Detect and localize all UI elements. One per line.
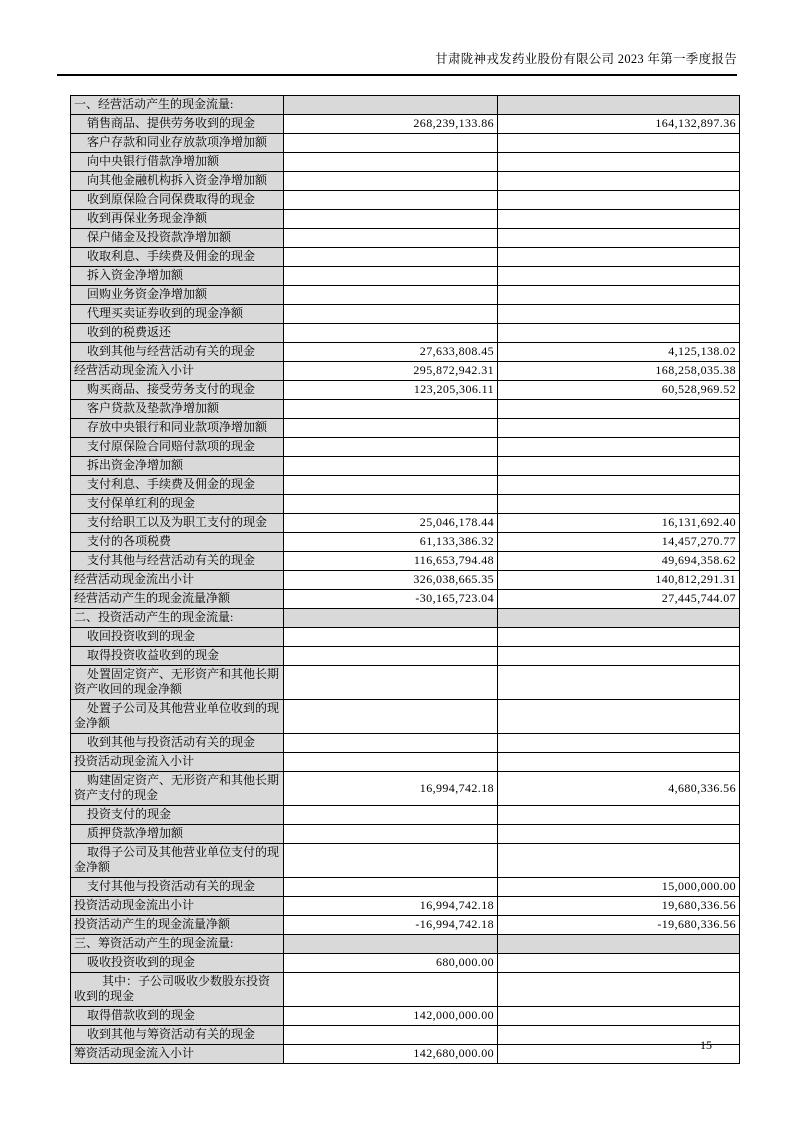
row-label: 经营活动产生的现金流量净额 bbox=[71, 590, 284, 609]
table-row bbox=[71, 878, 740, 897]
amount-col-2 bbox=[498, 286, 740, 305]
row-label: 收到其他与经营活动有关的现金 bbox=[71, 343, 284, 362]
amount-col-2 bbox=[498, 191, 740, 210]
amount-col-1 bbox=[284, 1026, 498, 1045]
amount-col-2: -19,680,336.56 bbox=[498, 916, 740, 935]
table-row bbox=[71, 267, 740, 286]
amount-col-1 bbox=[284, 419, 498, 438]
amount-col-2 bbox=[498, 153, 740, 172]
section-header-row bbox=[71, 609, 740, 628]
row-label: 收取利息、手续费及佣金的现金 bbox=[71, 248, 284, 267]
amount-col-1: 61,133,386.32 bbox=[284, 533, 498, 552]
amount-col-1: 295,872,942.31 bbox=[284, 362, 498, 381]
row-label: 处置固定资产、无形资产和其他长期资产收回的现金净额 bbox=[71, 666, 284, 700]
amount-col-2 bbox=[498, 419, 740, 438]
table-row bbox=[71, 191, 740, 210]
amount-col-1 bbox=[284, 172, 498, 191]
row-label: 支付保单红利的现金 bbox=[71, 495, 284, 514]
amount-col-2 bbox=[498, 134, 740, 153]
amount-col-1: 680,000.00 bbox=[284, 954, 498, 973]
row-label: 筹资活动现金流入小计 bbox=[71, 1045, 284, 1064]
table-row bbox=[71, 248, 740, 267]
row-label: 存放中央银行和同业款项净增加额 bbox=[71, 419, 284, 438]
amount-col-1 bbox=[284, 438, 498, 457]
table-row bbox=[71, 153, 740, 172]
row-label: 支付原保险合同赔付款项的现金 bbox=[71, 438, 284, 457]
amount-col-2 bbox=[498, 324, 740, 343]
row-label: 收回投资收到的现金 bbox=[71, 628, 284, 647]
amount-col-1 bbox=[284, 844, 498, 878]
row-label: 三、筹资活动产生的现金流量: bbox=[71, 935, 284, 954]
row-label: 一、经营活动产生的现金流量: bbox=[71, 96, 284, 115]
table-row bbox=[71, 772, 740, 806]
amount-col-2 bbox=[498, 753, 740, 772]
table-row bbox=[71, 362, 740, 381]
amount-col-2 bbox=[498, 210, 740, 229]
row-label: 拆出资金净增加额 bbox=[71, 457, 284, 476]
amount-col-2 bbox=[498, 825, 740, 844]
row-label: 支付其他与经营活动有关的现金 bbox=[71, 552, 284, 571]
amount-col-2 bbox=[498, 734, 740, 753]
amount-col-1: -16,994,742.18 bbox=[284, 916, 498, 935]
amount-col-2: 4,680,336.56 bbox=[498, 772, 740, 806]
amount-col-2 bbox=[498, 1007, 740, 1026]
table-row bbox=[71, 210, 740, 229]
amount-col-2 bbox=[498, 229, 740, 248]
row-label: 收到再保业务现金净额 bbox=[71, 210, 284, 229]
amount-col-1 bbox=[284, 400, 498, 419]
table-row bbox=[71, 438, 740, 457]
row-label: 支付利息、手续费及佣金的现金 bbox=[71, 476, 284, 495]
row-label: 向中央银行借款净增加额 bbox=[71, 153, 284, 172]
amount-col-2: 27,445,744.07 bbox=[498, 590, 740, 609]
table-row bbox=[71, 954, 740, 973]
row-label: 购建固定资产、无形资产和其他长期资产支付的现金 bbox=[71, 772, 284, 806]
amount-col-1 bbox=[284, 457, 498, 476]
table-row bbox=[71, 916, 740, 935]
table-row bbox=[71, 647, 740, 666]
amount-col-2 bbox=[498, 609, 740, 628]
table-row bbox=[71, 552, 740, 571]
amount-col-2 bbox=[498, 96, 740, 115]
table-row bbox=[71, 514, 740, 533]
row-label: 向其他金融机构拆入资金净增加额 bbox=[71, 172, 284, 191]
row-label: 经营活动现金流入小计 bbox=[71, 362, 284, 381]
amount-col-1 bbox=[284, 248, 498, 267]
amount-col-2 bbox=[498, 628, 740, 647]
table-row bbox=[71, 172, 740, 191]
table-row bbox=[71, 1026, 740, 1045]
amount-col-2 bbox=[498, 954, 740, 973]
amount-col-2: 15,000,000.00 bbox=[498, 878, 740, 897]
amount-col-2 bbox=[498, 172, 740, 191]
amount-col-2: 168,258,035.38 bbox=[498, 362, 740, 381]
amount-col-1 bbox=[284, 609, 498, 628]
section-header-row bbox=[71, 96, 740, 115]
amount-col-1: 123,205,306.11 bbox=[284, 381, 498, 400]
row-label: 质押贷款净增加额 bbox=[71, 825, 284, 844]
row-label: 投资活动现金流出小计 bbox=[71, 897, 284, 916]
amount-col-1 bbox=[284, 666, 498, 700]
amount-col-2 bbox=[498, 476, 740, 495]
table-row bbox=[71, 825, 740, 844]
table-row bbox=[71, 844, 740, 878]
amount-col-1 bbox=[284, 153, 498, 172]
amount-col-1 bbox=[284, 973, 498, 1007]
amount-col-2 bbox=[498, 700, 740, 734]
table-row bbox=[71, 571, 740, 590]
cash-flow-table-body bbox=[71, 96, 740, 1064]
row-label: 收到其他与筹资活动有关的现金 bbox=[71, 1026, 284, 1045]
amount-col-2: 140,812,291.31 bbox=[498, 571, 740, 590]
row-label: 支付的各项税费 bbox=[71, 533, 284, 552]
amount-col-2 bbox=[498, 457, 740, 476]
cash-flow-table-container bbox=[70, 95, 740, 1064]
table-row bbox=[71, 666, 740, 700]
table-row bbox=[71, 973, 740, 1007]
amount-col-2: 164,132,897.36 bbox=[498, 115, 740, 134]
row-label: 取得借款收到的现金 bbox=[71, 1007, 284, 1026]
amount-col-2 bbox=[498, 305, 740, 324]
table-row bbox=[71, 700, 740, 734]
amount-col-1 bbox=[284, 229, 498, 248]
page-number: 15 bbox=[700, 1038, 712, 1052]
amount-col-2 bbox=[498, 666, 740, 700]
amount-col-1 bbox=[284, 476, 498, 495]
table-row bbox=[71, 1045, 740, 1064]
row-label: 拆入资金净增加额 bbox=[71, 267, 284, 286]
row-label: 回购业务资金净增加额 bbox=[71, 286, 284, 305]
amount-col-1: 16,994,742.18 bbox=[284, 897, 498, 916]
table-row bbox=[71, 734, 740, 753]
amount-col-1 bbox=[284, 134, 498, 153]
amount-col-1 bbox=[284, 628, 498, 647]
amount-col-1: 142,000,000.00 bbox=[284, 1007, 498, 1026]
row-label: 二、投资活动产生的现金流量: bbox=[71, 609, 284, 628]
table-row bbox=[71, 286, 740, 305]
row-label: 购买商品、接受劳务支付的现金 bbox=[71, 381, 284, 400]
row-label: 销售商品、提供劳务收到的现金 bbox=[71, 115, 284, 134]
row-label: 取得子公司及其他营业单位支付的现金净额 bbox=[71, 844, 284, 878]
amount-col-2: 49,694,358.62 bbox=[498, 552, 740, 571]
row-label: 保户储金及投资款净增加额 bbox=[71, 229, 284, 248]
amount-col-2 bbox=[498, 248, 740, 267]
amount-col-2 bbox=[498, 267, 740, 286]
amount-col-1 bbox=[284, 324, 498, 343]
row-label: 投资支付的现金 bbox=[71, 806, 284, 825]
table-row bbox=[71, 533, 740, 552]
table-row bbox=[71, 134, 740, 153]
table-row bbox=[71, 590, 740, 609]
row-label: 经营活动现金流出小计 bbox=[71, 571, 284, 590]
amount-col-1 bbox=[284, 825, 498, 844]
amount-col-1: 16,994,742.18 bbox=[284, 772, 498, 806]
table-row bbox=[71, 495, 740, 514]
row-label: 支付给职工以及为职工支付的现金 bbox=[71, 514, 284, 533]
amount-col-2 bbox=[498, 438, 740, 457]
row-label: 处置子公司及其他营业单位收到的现金净额 bbox=[71, 700, 284, 734]
amount-col-1 bbox=[284, 495, 498, 514]
amount-col-2: 16,131,692.40 bbox=[498, 514, 740, 533]
amount-col-2 bbox=[498, 495, 740, 514]
amount-col-2 bbox=[498, 400, 740, 419]
row-label: 其中：子公司吸收少数股东投资收到的现金 bbox=[71, 973, 284, 1007]
amount-col-1: 268,239,133.86 bbox=[284, 115, 498, 134]
row-label: 收到原保险合同保费取得的现金 bbox=[71, 191, 284, 210]
amount-col-1 bbox=[284, 286, 498, 305]
row-label: 代理买卖证券收到的现金净额 bbox=[71, 305, 284, 324]
row-label: 吸收投资收到的现金 bbox=[71, 954, 284, 973]
row-label: 投资活动现金流入小计 bbox=[71, 753, 284, 772]
amount-col-1 bbox=[284, 935, 498, 954]
amount-col-2 bbox=[498, 844, 740, 878]
table-row bbox=[71, 806, 740, 825]
amount-col-1: 25,046,178.44 bbox=[284, 514, 498, 533]
amount-col-1: 116,653,794.48 bbox=[284, 552, 498, 571]
table-row bbox=[71, 897, 740, 916]
amount-col-2: 60,528,969.52 bbox=[498, 381, 740, 400]
amount-col-2: 4,125,138.02 bbox=[498, 343, 740, 362]
amount-col-2: 19,680,336.56 bbox=[498, 897, 740, 916]
amount-col-1 bbox=[284, 96, 498, 115]
table-row bbox=[71, 400, 740, 419]
amount-col-1 bbox=[284, 267, 498, 286]
amount-col-1 bbox=[284, 210, 498, 229]
table-row bbox=[71, 476, 740, 495]
amount-col-2: 14,457,270.77 bbox=[498, 533, 740, 552]
amount-col-1 bbox=[284, 191, 498, 210]
amount-col-2 bbox=[498, 935, 740, 954]
amount-col-1 bbox=[284, 878, 498, 897]
row-label: 收到的税费返还 bbox=[71, 324, 284, 343]
table-row bbox=[71, 381, 740, 400]
amount-col-1: 326,038,665.35 bbox=[284, 571, 498, 590]
amount-col-2 bbox=[498, 973, 740, 1007]
table-row bbox=[71, 343, 740, 362]
amount-col-1 bbox=[284, 806, 498, 825]
table-row bbox=[71, 419, 740, 438]
amount-col-1 bbox=[284, 734, 498, 753]
row-label: 客户存款和同业存放款项净增加额 bbox=[71, 134, 284, 153]
row-label: 客户贷款及垫款净增加额 bbox=[71, 400, 284, 419]
table-row bbox=[71, 115, 740, 134]
table-row bbox=[71, 1007, 740, 1026]
report-header-title: 甘肃陇神戎发药业股份有限公司 2023 年第一季度报告 bbox=[435, 52, 737, 66]
amount-col-2 bbox=[498, 647, 740, 666]
row-label: 投资活动产生的现金流量净额 bbox=[71, 916, 284, 935]
amount-col-2 bbox=[498, 806, 740, 825]
table-row bbox=[71, 753, 740, 772]
table-row bbox=[71, 457, 740, 476]
section-header-row bbox=[71, 935, 740, 954]
amount-col-1: 142,680,000.00 bbox=[284, 1045, 498, 1064]
table-row bbox=[71, 305, 740, 324]
row-label: 取得投资收益收到的现金 bbox=[71, 647, 284, 666]
table-row bbox=[71, 229, 740, 248]
table-row bbox=[71, 324, 740, 343]
row-label: 支付其他与投资活动有关的现金 bbox=[71, 878, 284, 897]
amount-col-1 bbox=[284, 647, 498, 666]
amount-col-1 bbox=[284, 305, 498, 324]
amount-col-1 bbox=[284, 700, 498, 734]
amount-col-1 bbox=[284, 753, 498, 772]
table-row bbox=[71, 628, 740, 647]
row-label: 收到其他与投资活动有关的现金 bbox=[71, 734, 284, 753]
amount-col-1: 27,633,808.45 bbox=[284, 343, 498, 362]
header-divider bbox=[57, 74, 737, 76]
cash-flow-statement-table bbox=[70, 95, 740, 1064]
amount-col-1: -30,165,723.04 bbox=[284, 590, 498, 609]
